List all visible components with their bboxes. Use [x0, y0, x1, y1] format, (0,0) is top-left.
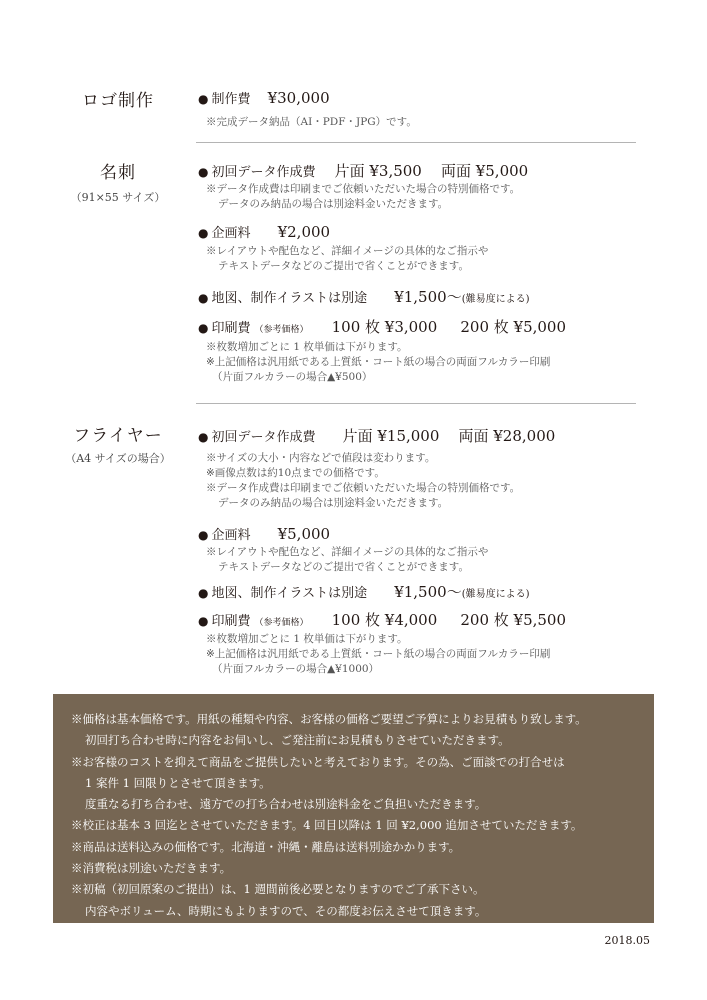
flyer-data-item: ● 初回データ作成費 片面 ¥15,000 両面 ¥28,000 — [198, 427, 556, 445]
flyer-map-item: ● 地図、制作イラストは別途 ¥1,500〜(難易度による) — [198, 583, 530, 601]
bullet-icon: ● — [198, 92, 209, 106]
notice-line: ※商品は送料込みの価格です。北海道・沖縄・離島は送料別途かかります。 — [71, 839, 461, 854]
meishi-subtitle: （91×55 サイズ） — [70, 191, 166, 204]
bullet-icon: ● — [198, 321, 209, 335]
meishi-plan-notes: ※レイアウトや配色など、詳細イメージの具体的なご指示や テキストデータなどのご提出で省くことができます。 — [206, 245, 489, 272]
meishi-title: 名刺 — [100, 163, 136, 183]
meishi-data-item: ● 初回データ作成費 片面 ¥3,500 両面 ¥5,000 — [198, 162, 529, 180]
logo-fee-item — [198, 88, 330, 107]
notice-line: ※校正は基本 3 回迄とさせていただきます。4 回目以降は 1 回 ¥2,000 追加させていただきます。 — [71, 818, 583, 833]
flyer-subtitle: （A4 サイズの場合） — [65, 452, 171, 465]
flyer-plan-notes: ※レイアウトや配色など、詳細イメージの具体的なご指示や テキストデータなどのご提出で省くことができます。 — [206, 546, 489, 573]
logo-fee-label: 制作費 — [211, 92, 251, 107]
flyer-section-title — [48, 421, 188, 466]
notice-line: 初回打ち合わせ時に内容をお伺いし、ご発注前にお見積もりさせていただきます。 — [85, 733, 510, 748]
bullet-icon: ● — [198, 586, 209, 600]
bullet-icon: ● — [198, 430, 209, 444]
meishi-data-notes: ※データ作成費は印刷までご依頼いただいた場合の特別価格です。 データのみ納品の場合は別途料金いただきます。 — [206, 183, 521, 210]
bullet-icon: ● — [198, 291, 209, 305]
flyer-title: フライヤー — [73, 426, 163, 446]
meishi-map-item: ● 地図、制作イラストは別途 ¥1,500〜(難易度による) — [198, 288, 530, 306]
logo-section-title — [48, 86, 188, 111]
notice-line: 内容やボリューム、時期にもよりますので、その都度お伝えさせて頂きます。 — [85, 903, 487, 918]
logo-title: ロゴ制作 — [82, 91, 154, 111]
flyer-print-item: ● 印刷費 （参考価格） 100 枚 ¥4,000 200 枚 ¥5,500 — [198, 611, 567, 629]
bullet-icon: ● — [198, 165, 209, 179]
divider — [196, 142, 636, 143]
bullet-icon: ● — [198, 614, 209, 628]
notice-line: ※お客様のコストを抑えて商品をご提供したいと考えております。その為、ご面談での打合せは — [71, 754, 565, 769]
logo-note: ※完成データ納品（AI・PDF・JPG）です。 — [206, 116, 417, 128]
flyer-plan-item: ● 企画料 ¥5,000 — [198, 525, 331, 543]
divider — [196, 403, 636, 404]
meishi-plan-item: ● 企画料 ¥2,000 — [198, 223, 331, 241]
meishi-section-title — [48, 158, 188, 205]
notice-line: ※価格は基本価格です。用紙の種類や内容、お客様の価格ご要望ご予算によりお見積もり致します。 — [71, 712, 587, 726]
document-date: 2018.05 — [604, 934, 650, 947]
notice-line: ※初稿（初回原案のご提出）は、1 週間前後必要となりますのでご了承下さい。 — [71, 882, 485, 897]
bullet-icon: ● — [198, 226, 209, 240]
bullet-icon: ● — [198, 528, 209, 542]
notice-line: ※消費税は別途いただきます。 — [71, 861, 232, 876]
notice-box — [53, 694, 654, 923]
flyer-print-notes: ※枚数増加ごとに 1 枚単価は下がります。 ※上記価格は汎用紙である上質紙・コート紙の場合の両面フルカラー印刷 （片面フルカラーの場合▲¥1000） — [206, 633, 551, 675]
notice-line: 度重なる打ち合わせ、遠方での打ち合わせは別途料金をご負担いただきます。 — [85, 797, 487, 812]
logo-fee-price: ¥30,000 — [267, 89, 330, 107]
meishi-print-notes: ※枚数増加ごとに 1 枚単価は下がります。 ※上記価格は汎用紙である上質紙・コート紙の場合の両面フルカラー印刷 （片面フルカラーの場合▲¥500） — [206, 341, 551, 383]
flyer-data-notes: ※サイズの大小・内容などで値段は変わります。 ※画像点数は約10点までの価格です。 ※データ作成費は印刷までご依頼いただいた場合の特別価格です。 データのみ納品の場合は別途料金いただきます。 — [206, 452, 521, 509]
notice-line: 1 案件 1 回限りとさせて頂きます。 — [85, 775, 271, 790]
meishi-print-item: ● 印刷費 （参考価格） 100 枚 ¥3,000 200 枚 ¥5,000 — [198, 318, 567, 336]
